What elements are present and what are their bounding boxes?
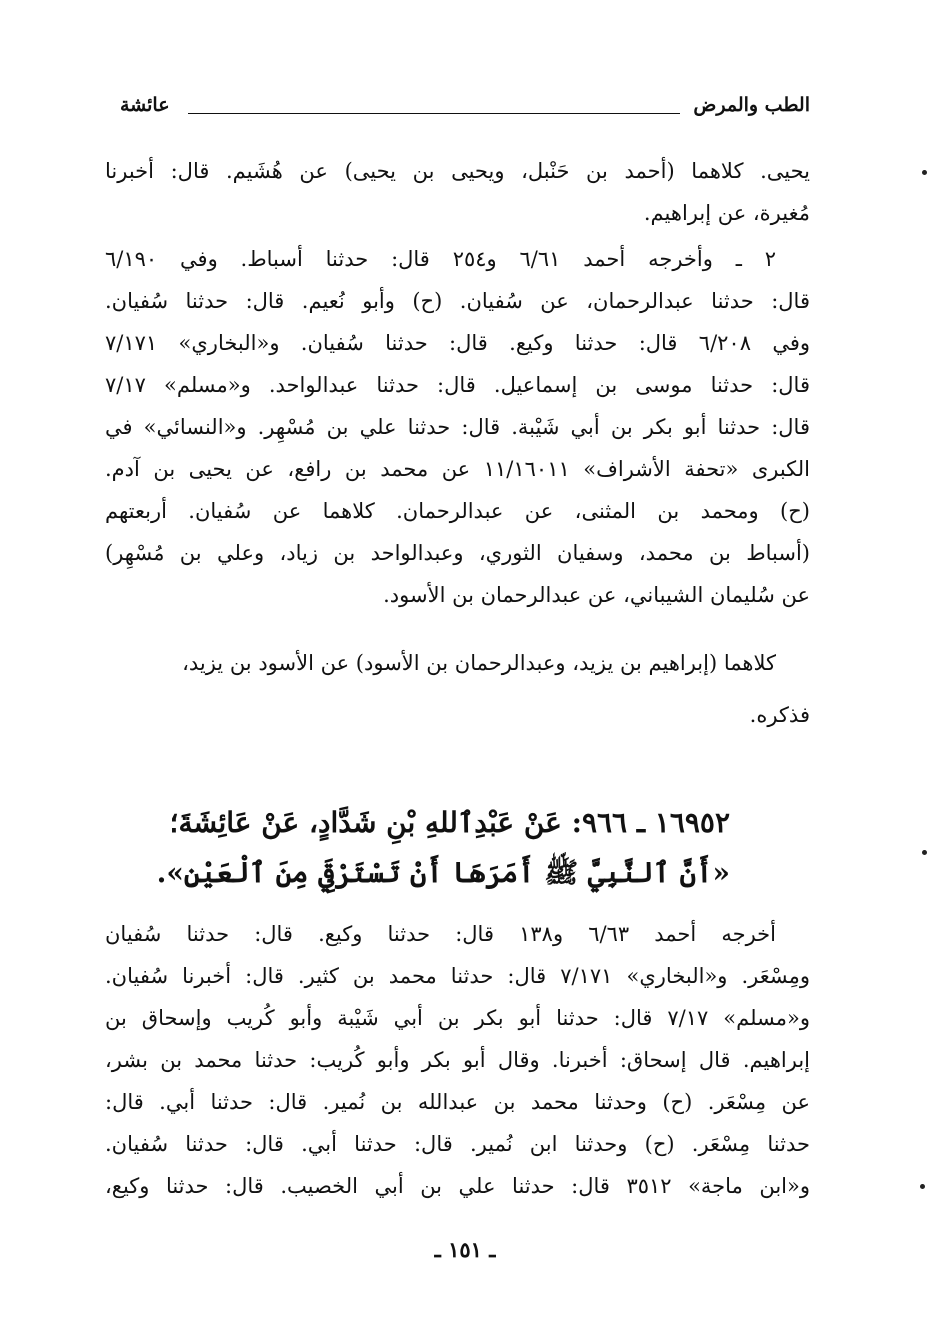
paragraph-second-chain (105, 238, 810, 616)
text-line: كلاهما (إبراهيم بن يزيد، وعبدالرحمان بن الأسود) عن الأسود بن يزيد، (182, 651, 776, 675)
text-line: (أسباط بن محمد، وسفيان الثوري، وعبدالواحد بن زياد، وعلي بن مُسْهِر) (105, 541, 810, 565)
header-rule (188, 113, 680, 114)
section-name: عائشة (120, 94, 170, 116)
hadith-line: «أَنَّ ٱلنَّبِيَّ ﷺ أَمَرَهَا أَنْ تَسْتَرْقِيَ مِنَ ٱلْعَيْنِ». (156, 856, 730, 889)
hadith-text (156, 798, 730, 898)
text-line: عن سُليمان الشيباني، عن عبدالرحمان بن الأسود. (383, 583, 810, 607)
scan-speck (920, 1184, 925, 1189)
scan-speck (922, 170, 927, 175)
text-line: ٢ ـ وأخرجه أحمد ٦/٦١ و٢٥٤ قال: حدثنا أسباط. وفي ٦/١٩٠ (105, 247, 776, 271)
text-line: و«مسلم» ٧/١٧ قال: حدثنا أبو بكر بن أبي شَيْبة وأبو كُريب وإسحاق بن (105, 1006, 810, 1030)
scan-speck (922, 850, 927, 855)
text-line: الكبرى «تحفة الأشراف» ١١/١٦٠١١ عن محمد بن رافع، عن يحيى بن آدم. (105, 457, 810, 481)
text-line: (ح) ومحمد بن المثنى، عن عبدالرحمان. كلاهما عن سُفيان. أربعتهم (105, 499, 810, 523)
paragraph-takhrij (105, 913, 810, 1207)
text-line: فذكره. (749, 703, 810, 727)
text-line: يحيى. كلاهما (أحمد بن حَنْبل، ويحيى بن يحيى) عن هُشَيم. قال: أخبرنا (105, 159, 810, 183)
hadith-line: ١٦٩٥٢ ـ ٩٦٦: عَنْ عَبْدِٱللهِ بْنِ شَدَّادٍ، عَنْ عَائِشَةَ؛ (169, 806, 730, 839)
text-line: وفي ٦/٢٠٨ قال: حدثنا وكيع. قال: حدثنا سُفيان. و«البخاري» ٧/١٧١ (105, 331, 810, 355)
running-header (120, 92, 810, 126)
text-line: و«ابن ماجة» ٣٥١٢ قال: حدثنا علي بن أبي الخصيب. قال: حدثنا وكيع، (105, 1174, 810, 1198)
text-line: عن مِسْعَر. (ح) وحدثنا محمد بن عبدالله بن نُمير. قال: حدثنا أبي. قال: (105, 1090, 810, 1114)
page-number: ـ ١٥١ ـ (434, 1237, 496, 1262)
paragraph-continuation (105, 150, 810, 234)
text-line: قال: حدثنا أبو بكر بن أبي شَيْبة. قال: حدثنا علي بن مُسْهِر. و«النسائي» في (105, 415, 810, 439)
text-line: ومِسْعَر. و«البخاري» ٧/١٧١ قال: حدثنا محمد بن كثير. قال: أخبرنا سُفيان. (105, 964, 810, 988)
text-line: أخرجه أحمد ٦/٦٣ و١٣٨ قال: حدثنا وكيع. قال: حدثنا سُفيان (105, 922, 776, 946)
text-line: قال: حدثنا عبدالرحمان، عن سُفيان. (ح) وأبو نُعيم. قال: حدثنا سُفيان. (105, 289, 810, 313)
text-line: حدثنا مِسْعَر. (ح) وحدثنا ابن نُمير. قال: حدثنا أبي. قال: حدثنا سُفيان. (105, 1132, 810, 1156)
text-line: مُغيرة، عن إبراهيم. (643, 201, 810, 225)
book-title: الطب والمرض (693, 94, 810, 116)
paragraph-conclusion (105, 642, 810, 736)
text-line: إبراهيم. قال إسحاق: أخبرنا. وقال أبو بكر وأبو كُريب: حدثنا محمد بن بشر، (105, 1048, 810, 1072)
text-line: قال: حدثنا موسى بن إسماعيل. قال: حدثنا عبدالواحد. و«مسلم» ٧/١٧ (105, 373, 810, 397)
